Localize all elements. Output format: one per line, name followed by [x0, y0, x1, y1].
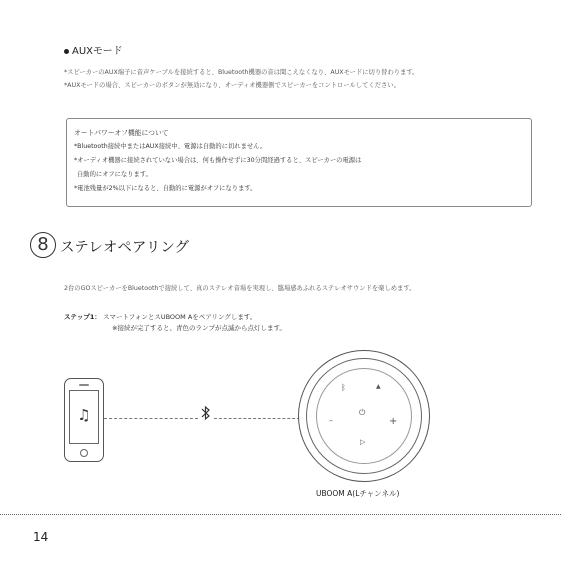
- connection-line-left: [104, 418, 198, 419]
- auto-power-off-box: [66, 118, 532, 207]
- phone-screen: [69, 390, 99, 444]
- page-number: 14: [33, 530, 49, 544]
- step1-label: ステップ1：: [64, 313, 101, 321]
- aux-mode-heading: AUXモード: [64, 42, 123, 57]
- speaker-mode-icon: ▲: [376, 383, 381, 390]
- speaker-minus-icon: –: [329, 416, 333, 425]
- speaker-bluetooth-icon: ᛒ: [341, 383, 346, 392]
- section-title: ステレオペアリング: [60, 240, 190, 256]
- speaker-label: UBOOM A(Lチャンネル): [316, 489, 400, 498]
- connection-line-right: [214, 418, 300, 419]
- bullet-icon: [64, 49, 69, 54]
- smartphone-illustration: [64, 378, 104, 462]
- auto-power-off-line-3: 自動的にオフになります。: [77, 171, 152, 178]
- auto-power-off-line-2: *オーディオ機器に接続されていない場合は、何も操作せずに30分間経過すると、スピーカーの電源は: [74, 157, 362, 164]
- speaker-play-icon: ▷: [360, 438, 366, 446]
- auto-power-off-line-4: *電池残量が2%以下になると、自動的に電源がオフになります。: [74, 185, 257, 192]
- speaker-power-icon: ⏻: [359, 408, 366, 417]
- phone-speaker-slot: [79, 384, 89, 386]
- section-intro: 2台のGOスピーカーをBluetoothで接続して、真のステレオ音場を実現し、臨場感あふれるステレオサウンドを楽しめます。: [64, 285, 416, 292]
- bluetooth-icon: [201, 405, 211, 425]
- aux-note-2: *AUXモードの場合、スピーカーのボタンが無効になり、オーディオ機器側でスピーカーをコントロールしてください。: [64, 82, 400, 89]
- speaker-plus-icon: +: [389, 416, 398, 427]
- step1-text: スマートフォンとスUBOOM Aをペアリングします。: [102, 313, 257, 321]
- aux-note-1: *スピーカーのAUX端子に音声ケーブルを接続すると、Bluetooth機器の音は聞こえなくなり、AUXモードに切り替わります。: [64, 69, 419, 76]
- footer-divider: [0, 514, 561, 515]
- section-number-badge: 8: [30, 232, 56, 258]
- auto-power-off-line-1: *Bluetooth接続中またはAUX接続中、電源は自動的に切れません。: [74, 143, 267, 150]
- step1-instruction: [64, 312, 256, 321]
- music-note-icon: ♫: [77, 406, 91, 424]
- auto-power-off-title: オートパワーオフ機能について: [74, 129, 169, 137]
- phone-home-button: [80, 449, 88, 457]
- step1-note: ※接続が完了すると、青色のランプが点滅から点灯します。: [112, 324, 286, 332]
